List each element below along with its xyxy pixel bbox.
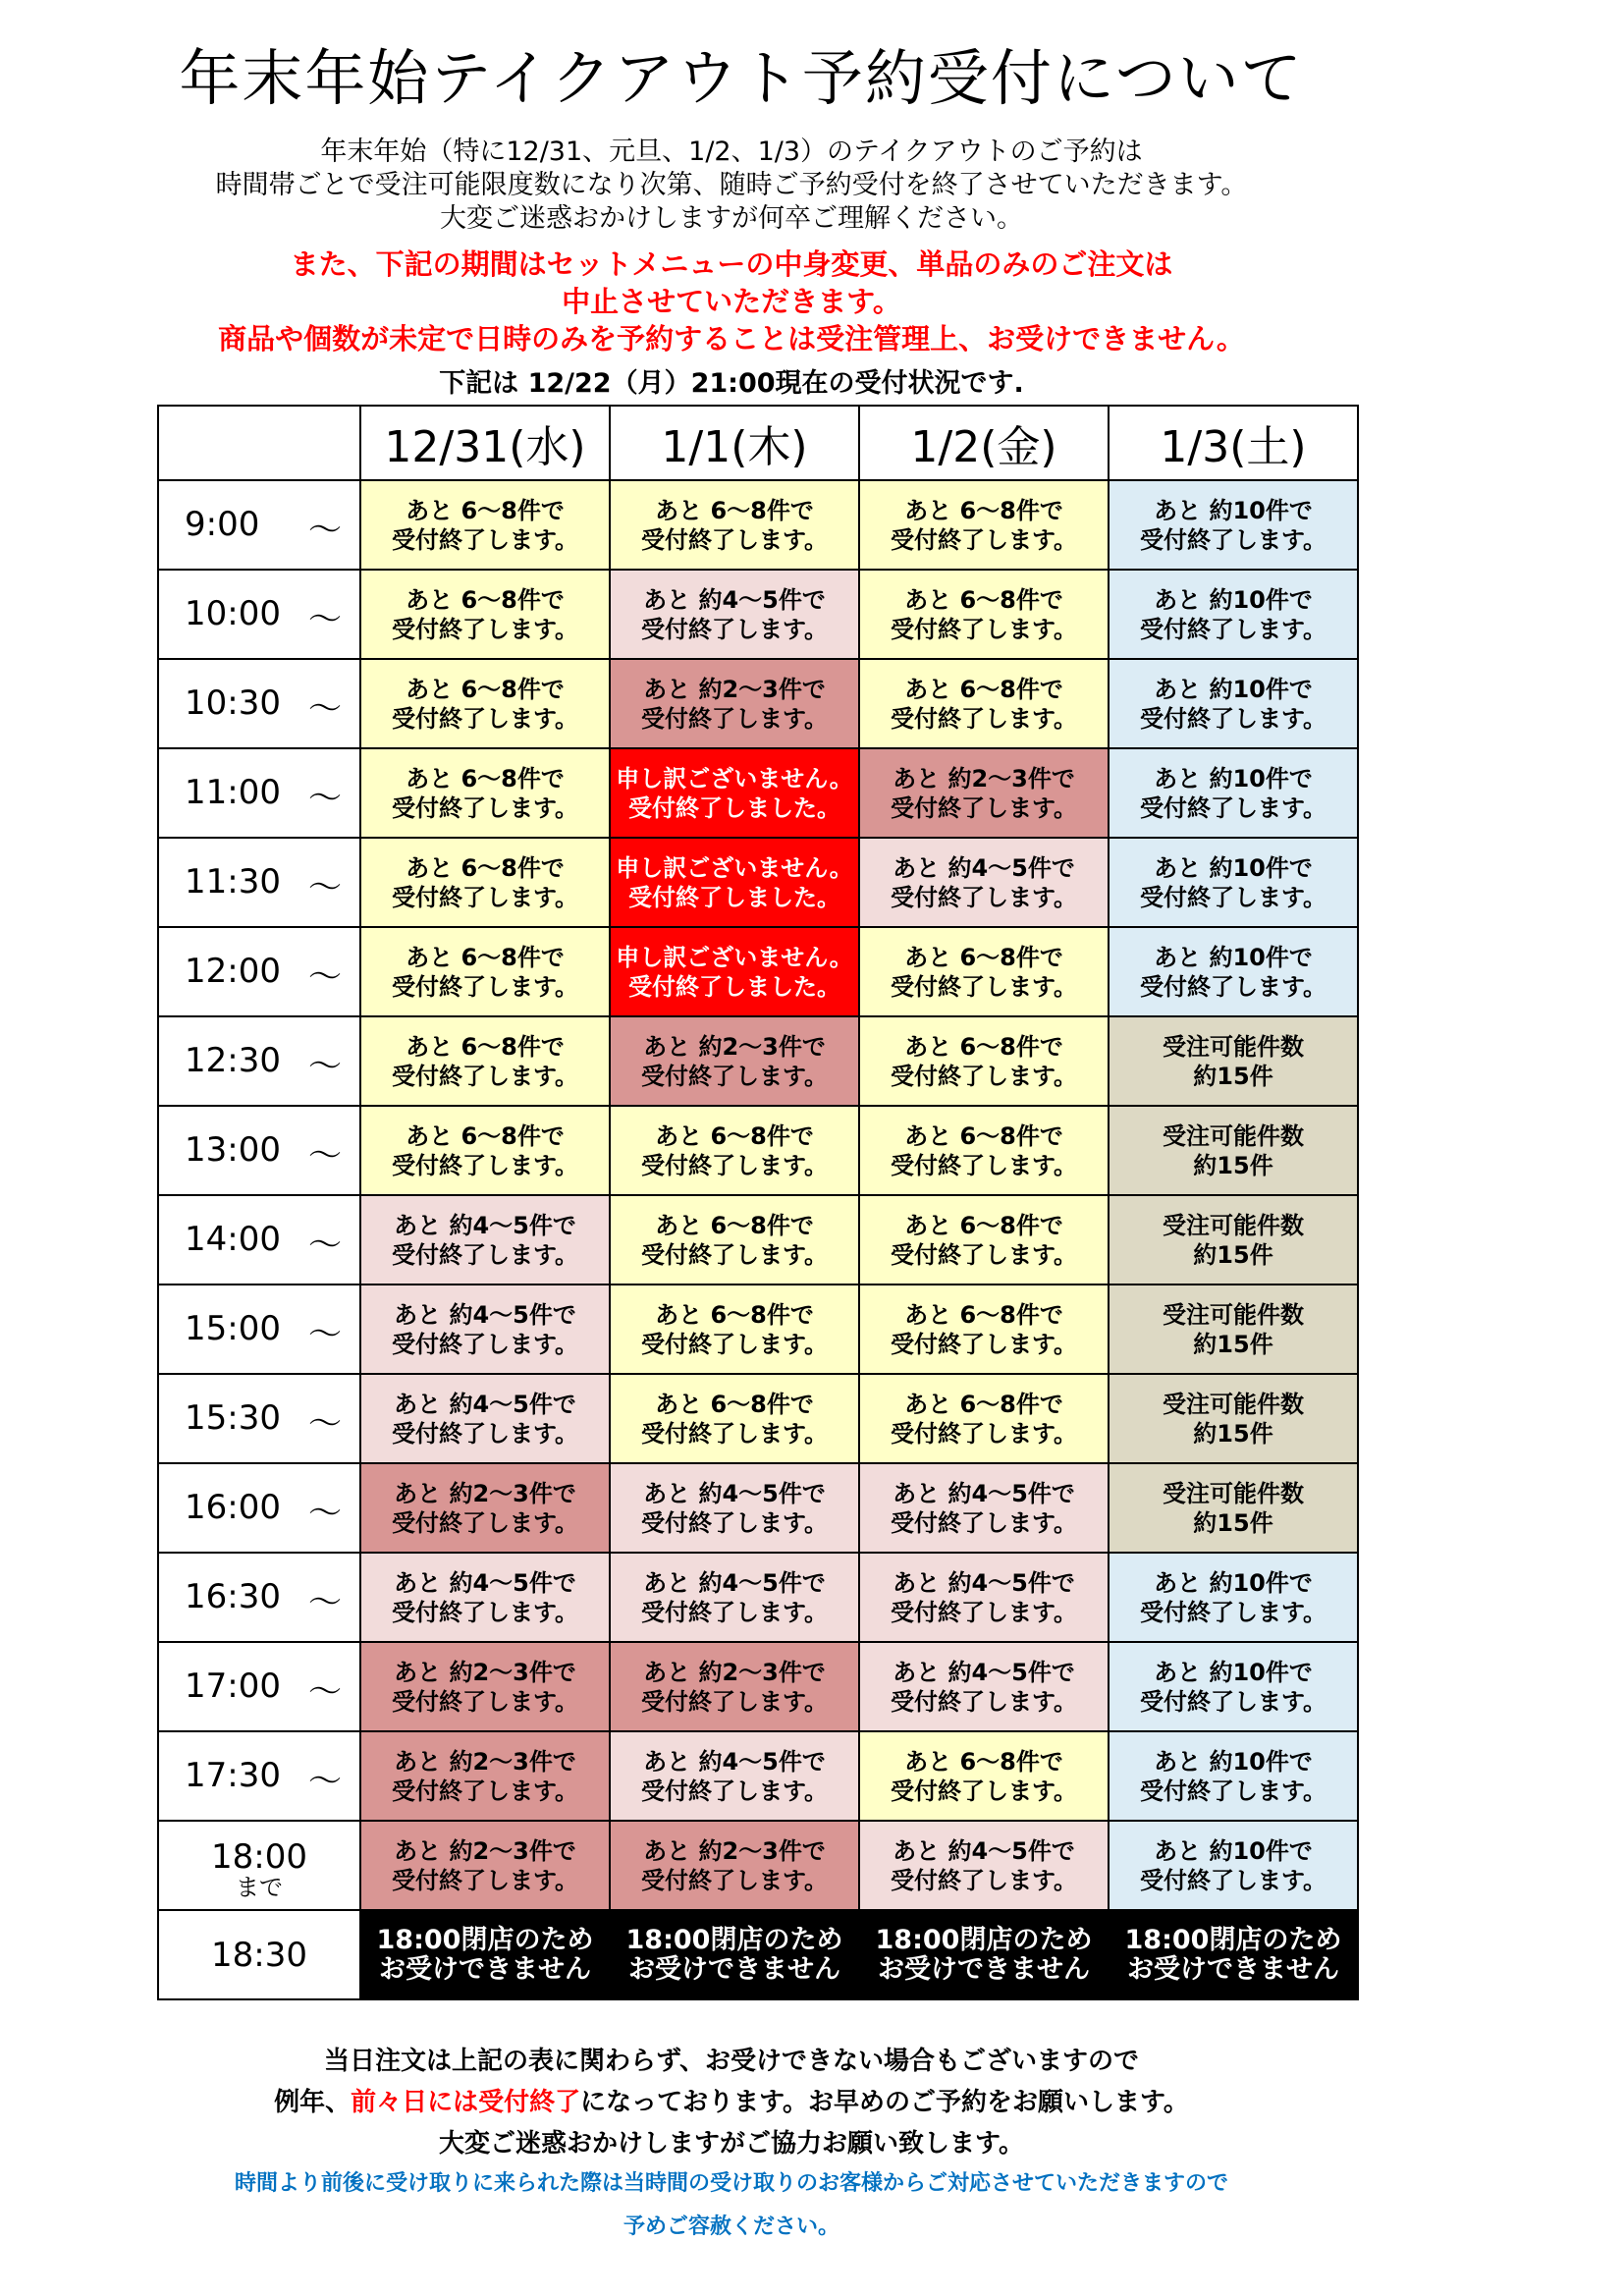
cell-line: 受付終了しました。 — [628, 972, 840, 1001]
cell-line: あと 6～8件で — [904, 1211, 1063, 1239]
availability-cell — [1109, 838, 1358, 927]
tilde-mark: ～ — [308, 1315, 342, 1354]
availability-cell — [610, 1285, 859, 1374]
time-slot — [158, 838, 360, 927]
table-row — [158, 1106, 1358, 1195]
cell-line: あと 6～8件で — [904, 943, 1063, 971]
cell-line: 受付終了します。 — [890, 1687, 1078, 1716]
cell-line: あと 6～8件で — [904, 1121, 1063, 1150]
cell-line: 受付終了します。 — [391, 1687, 579, 1716]
time-slot — [158, 1731, 360, 1821]
cell-line: 約15件 — [1193, 1062, 1273, 1090]
cell-line: 申し訳ございません。 — [616, 764, 853, 793]
cell-line: あと 約2～3件で — [643, 1032, 826, 1061]
time-slot — [158, 748, 360, 838]
cell-line: 約15件 — [1193, 1240, 1273, 1269]
notice-line: 中止させていただきます。 — [562, 285, 901, 318]
cell-line: 受付終了します。 — [391, 793, 579, 822]
cell-line: 18:00閉店のため — [376, 1924, 594, 1955]
cell-line: あと 約4～5件で — [893, 1479, 1075, 1507]
cell-line: 受付終了します。 — [890, 1866, 1078, 1894]
time-slot — [158, 1374, 360, 1463]
availability-cell — [360, 838, 610, 927]
cell-line: あと 6～8件で — [655, 1300, 814, 1329]
availability-cell — [1109, 1821, 1358, 1910]
cell-line: あと 6～8件で — [406, 943, 565, 971]
cell-line: 受付終了します。 — [1139, 1687, 1327, 1716]
availability-cell — [859, 1463, 1109, 1553]
header-date: 12/31(水) — [360, 406, 610, 480]
cell-line: 受付終了します。 — [640, 1687, 829, 1716]
time-sub-label: まで — [236, 1873, 283, 1901]
table-row — [158, 1374, 1358, 1463]
time-slot — [158, 1553, 360, 1642]
cell-line: 受付終了します。 — [640, 1777, 829, 1805]
time-label: 15:00 — [185, 1309, 281, 1348]
cell-line: 18:00閉店のため — [625, 1924, 843, 1955]
cell-line: 受付終了します。 — [1139, 704, 1327, 733]
cell-line: 受付終了します。 — [1139, 793, 1327, 822]
cell-line: あと 約2～3件で — [643, 1658, 826, 1686]
time-label: 10:30 — [185, 683, 281, 723]
cell-line: あと 約4～5件で — [893, 1836, 1075, 1865]
cell-line: あと 6～8件で — [904, 1390, 1063, 1418]
availability-cell — [1109, 1106, 1358, 1195]
cell-line: あと 約4～5件で — [643, 1747, 826, 1776]
cell-line: 受付終了します。 — [391, 1598, 579, 1626]
availability-cell — [610, 927, 859, 1016]
cell-line: 約15件 — [1193, 1330, 1273, 1358]
cell-line: 受付終了します。 — [640, 1508, 829, 1537]
cell-line: 受注可能件数 — [1163, 1390, 1304, 1418]
table-row — [158, 1285, 1358, 1374]
cell-line: お受けできません — [379, 1953, 591, 1985]
cell-line: 受付終了します。 — [1139, 972, 1327, 1001]
time-slot — [158, 1463, 360, 1553]
availability-cell — [859, 480, 1109, 570]
time-slot — [158, 1016, 360, 1106]
table-row — [158, 1642, 1358, 1731]
cell-line: あと 6～8件で — [406, 585, 565, 614]
cell-line: 受注可能件数 — [1163, 1121, 1304, 1150]
availability-cell — [859, 927, 1109, 1016]
footer-blue-line: 時間より前後に受け取りに来られた際は当時間の受け取りのお客様からご対応させていただきますので — [234, 2171, 1228, 2196]
availability-cell — [1109, 1731, 1358, 1821]
cell-line: 受付終了します。 — [1139, 1598, 1327, 1626]
cell-line: 受注可能件数 — [1163, 1300, 1304, 1329]
cell-line: あと 約10件で — [1154, 853, 1313, 882]
footer-line: 当日注文は上記の表に関わらず、お受けできない場合もございますので — [324, 2047, 1139, 2076]
table-row — [158, 1821, 1358, 1910]
availability-cell — [610, 1642, 859, 1731]
cell-line: あと 6～8件で — [904, 496, 1063, 524]
cell-line: あと 6～8件で — [655, 1211, 814, 1239]
footer-line: 大変ご迷惑おかけしますがご協力お願い致します。 — [439, 2129, 1024, 2159]
cell-line: 受付終了します。 — [640, 1419, 829, 1448]
tilde-mark: ～ — [308, 689, 342, 729]
availability-cell — [360, 1106, 610, 1195]
cell-line: あと 約10件で — [1154, 1568, 1313, 1597]
cell-line: あと 約2～3件で — [643, 675, 826, 703]
availability-cell — [360, 1642, 610, 1731]
time-label: 12:00 — [185, 952, 281, 991]
cell-line: 受付終了します。 — [890, 1062, 1078, 1090]
time-slot — [158, 570, 360, 659]
availability-cell — [360, 1285, 610, 1374]
availability-cell — [610, 1463, 859, 1553]
availability-cell — [1109, 1910, 1358, 1999]
cell-line: あと 約10件で — [1154, 675, 1313, 703]
availability-cell — [1109, 480, 1358, 570]
cell-line: 受付終了します。 — [890, 972, 1078, 1001]
cell-line: 受付終了します。 — [391, 883, 579, 911]
availability-cell — [610, 1374, 859, 1463]
tilde-mark: ～ — [308, 1762, 342, 1801]
table-row — [158, 748, 1358, 838]
cell-line: あと 約10件で — [1154, 496, 1313, 524]
availability-cell — [859, 1553, 1109, 1642]
cell-line: あと 約2～3件で — [394, 1747, 576, 1776]
availability-cell — [859, 1821, 1109, 1910]
availability-cell — [360, 480, 610, 570]
availability-cell — [1109, 927, 1358, 1016]
cell-line: あと 約4～5件で — [394, 1568, 576, 1597]
intro-line: 年末年始（特に12/31、元旦、1/2、1/3）のテイクアウトのご予約は — [320, 137, 1143, 167]
footer-blue-line: 予めご容赦ください。 — [623, 2214, 839, 2239]
availability-cell — [360, 1731, 610, 1821]
cell-line: 受付終了します。 — [890, 1151, 1078, 1179]
cell-line: あと 6～8件で — [655, 1390, 814, 1418]
tilde-mark: ～ — [308, 1404, 342, 1444]
cell-line: あと 6～8件で — [655, 1121, 814, 1150]
availability-cell — [1109, 1016, 1358, 1106]
notice-line: また、下記の期間はセットメニューの中身変更、単品のみのご注文は — [290, 247, 1173, 281]
cell-line: 受付終了しました。 — [628, 883, 840, 911]
tilde-mark: ～ — [308, 957, 342, 997]
intro-line: 時間帯ごとで受注可能限度数になり次第、随時ご予約受付を終了させていただきます。 — [215, 170, 1248, 200]
cell-line: あと 約4～5件で — [394, 1390, 576, 1418]
cell-line: 受付終了します。 — [391, 1151, 579, 1179]
cell-line: 受付終了します。 — [391, 1866, 579, 1894]
notice-line: 商品や個数が未定で日時のみを予約することは受注管理上、お受けできません。 — [218, 322, 1245, 355]
time-label: 11:00 — [185, 773, 281, 812]
availability-cell — [610, 1106, 859, 1195]
tilde-mark: ～ — [308, 868, 342, 907]
cell-line: 受付終了します。 — [391, 704, 579, 733]
availability-cell — [360, 659, 610, 748]
cell-line: あと 約4～5件で — [893, 1568, 1075, 1597]
cell-line: お受けできません — [878, 1953, 1090, 1985]
cell-line: あと 6～8件で — [406, 764, 565, 793]
availability-cell — [859, 659, 1109, 748]
cell-line: 受付終了します。 — [391, 1777, 579, 1805]
cell-line: 受付終了します。 — [391, 1419, 579, 1448]
availability-cell — [859, 1910, 1109, 1999]
cell-line: 申し訳ございません。 — [616, 943, 853, 971]
time-label: 18:00 — [211, 1836, 307, 1877]
time-slot: 18:30 — [158, 1910, 360, 1999]
cell-line: 受付終了します。 — [640, 1240, 829, 1269]
availability-cell — [610, 838, 859, 927]
cell-line: 18:00閉店のため — [1124, 1924, 1342, 1955]
cell-line: あと 約2～3件で — [394, 1479, 576, 1507]
availability-cell — [1109, 570, 1358, 659]
cell-line: 受付終了します。 — [640, 704, 829, 733]
availability-cell — [859, 1731, 1109, 1821]
availability-cell — [360, 1016, 610, 1106]
availability-cell — [360, 1910, 610, 1999]
table-row — [158, 1553, 1358, 1642]
cell-line: 受付終了しました。 — [628, 793, 840, 822]
cell-line: あと 約4～5件で — [643, 1568, 826, 1597]
cell-line: 約15件 — [1193, 1419, 1273, 1448]
availability-cell — [1109, 748, 1358, 838]
availability-cell — [610, 1821, 859, 1910]
cell-line: 受付終了します。 — [391, 972, 579, 1001]
availability-cell — [360, 1553, 610, 1642]
cell-line: 受付終了します。 — [890, 1598, 1078, 1626]
cell-line: 受付終了します。 — [640, 1866, 829, 1894]
cell-line: あと 6～8件で — [406, 853, 565, 882]
red-notice — [0, 246, 1463, 357]
tilde-mark: ～ — [308, 1583, 342, 1622]
cell-line: 18:00閉店のため — [875, 1924, 1093, 1955]
availability-cell — [859, 748, 1109, 838]
table-row — [158, 838, 1358, 927]
time-slot — [158, 480, 360, 570]
availability-cell — [610, 1553, 859, 1642]
time-slot — [158, 927, 360, 1016]
page-title: 年末年始テイクアウト予約受付について — [179, 42, 1304, 114]
cell-line: 受注可能件数 — [1163, 1211, 1304, 1239]
availability-cell — [360, 748, 610, 838]
cell-line: 受付終了します。 — [890, 883, 1078, 911]
cell-line: あと 約2～3件で — [394, 1836, 576, 1865]
table-row — [158, 480, 1358, 570]
tilde-mark: ～ — [308, 600, 342, 639]
cell-line: あと 6～8件で — [406, 1121, 565, 1150]
cell-line: 受付終了します。 — [1139, 1866, 1327, 1894]
table-row — [158, 659, 1358, 748]
cell-line: お受けできません — [628, 1953, 840, 1985]
header-corner — [158, 406, 360, 480]
availability-cell — [859, 1106, 1109, 1195]
cell-line: 受付終了します。 — [890, 1330, 1078, 1358]
intro-line: 大変ご迷惑おかけしますが何卒ご理解ください。 — [440, 203, 1023, 234]
time-label: 17:00 — [185, 1667, 281, 1706]
time-label: 12:30 — [185, 1041, 281, 1080]
time-label: 16:30 — [185, 1577, 281, 1616]
cell-line: 受注可能件数 — [1163, 1479, 1304, 1507]
table-row — [158, 1731, 1358, 1821]
availability-cell — [859, 838, 1109, 927]
time-label: 13:00 — [185, 1130, 281, 1170]
cell-line: あと 約2～3件で — [394, 1658, 576, 1686]
reservation-table — [157, 405, 1359, 2000]
cell-line: あと 6～8件で — [406, 675, 565, 703]
availability-cell — [610, 1016, 859, 1106]
cell-line: 受付終了します。 — [1139, 615, 1327, 643]
time-label: 9:00 — [185, 505, 260, 544]
footer-text: になっております。お早めのご予約をお願いします。 — [580, 2088, 1189, 2117]
cell-line: あと 約2～3件で — [893, 764, 1075, 793]
cell-line: 受付終了します。 — [1139, 1777, 1327, 1805]
availability-cell — [859, 1642, 1109, 1731]
time-slot — [158, 1821, 360, 1910]
availability-cell — [1109, 1195, 1358, 1285]
cell-line: 受付終了します。 — [640, 525, 829, 554]
cell-line: あと 約10件で — [1154, 585, 1313, 614]
availability-cell — [360, 1195, 610, 1285]
availability-cell — [360, 570, 610, 659]
cell-line: あと 約4～5件で — [394, 1300, 576, 1329]
availability-cell — [1109, 1642, 1358, 1731]
time-label: 14:00 — [185, 1220, 281, 1259]
cell-line: あと 約10件で — [1154, 1747, 1313, 1776]
cell-line: 約15件 — [1193, 1151, 1273, 1179]
cell-line: あと 6～8件で — [904, 1747, 1063, 1776]
availability-cell — [1109, 1463, 1358, 1553]
cell-line: 受付終了します。 — [640, 1151, 829, 1179]
time-label: 16:00 — [185, 1488, 281, 1527]
cell-line: あと 約10件で — [1154, 764, 1313, 793]
cell-line: 受付終了します。 — [890, 1419, 1078, 1448]
availability-cell — [360, 927, 610, 1016]
time-label: 17:30 — [185, 1756, 281, 1795]
cell-line: あと 6～8件で — [406, 496, 565, 524]
tilde-mark: ～ — [308, 1226, 342, 1265]
availability-cell — [859, 570, 1109, 659]
tilde-mark: ～ — [308, 511, 342, 550]
availability-cell — [1109, 1553, 1358, 1642]
availability-cell — [610, 1731, 859, 1821]
availability-cell — [610, 659, 859, 748]
cell-line: 受付終了します。 — [1139, 525, 1327, 554]
cell-line: あと 約4～5件で — [643, 1479, 826, 1507]
cell-line: あと 約4～5件で — [893, 853, 1075, 882]
availability-cell — [1109, 659, 1358, 748]
cell-line: 申し訳ございません。 — [616, 853, 853, 882]
table-row — [158, 1910, 1358, 1999]
footer-text: 例年、 — [274, 2088, 352, 2117]
availability-cell — [360, 1821, 610, 1910]
cell-line: あと 約4～5件で — [893, 1658, 1075, 1686]
cell-line: 受付終了します。 — [640, 615, 829, 643]
time-label: 10:00 — [185, 594, 281, 633]
cell-line: あと 約2～3件で — [643, 1836, 826, 1865]
cell-line: あと 6～8件で — [655, 496, 814, 524]
cell-line: 受付終了します。 — [890, 1508, 1078, 1537]
time-slot — [158, 1642, 360, 1731]
cell-line: 受付終了します。 — [890, 793, 1078, 822]
cell-line: 受付終了します。 — [391, 1240, 579, 1269]
table-row — [158, 1195, 1358, 1285]
cell-line: あと 6～8件で — [904, 1032, 1063, 1061]
availability-cell — [859, 1195, 1109, 1285]
header-date: 1/1(木) — [610, 406, 859, 480]
time-label: 15:30 — [185, 1398, 281, 1438]
table-header-row — [158, 406, 1358, 480]
cell-line: 受付終了します。 — [391, 1508, 579, 1537]
time-slot — [158, 1195, 360, 1285]
status-line: 下記は 12/22（月）21:00現在の受付状況です. — [439, 368, 1024, 399]
cell-line: 受付終了します。 — [890, 1240, 1078, 1269]
table-row — [158, 927, 1358, 1016]
cell-line: 受付終了します。 — [1139, 883, 1327, 911]
tilde-mark: ～ — [308, 1136, 342, 1175]
cell-line: 受付終了します。 — [640, 1598, 829, 1626]
time-slot — [158, 659, 360, 748]
cell-line: お受けできません — [1127, 1953, 1339, 1985]
availability-cell — [1109, 1374, 1358, 1463]
cell-line: あと 約10件で — [1154, 1836, 1313, 1865]
footer-highlight: 前々日には受付終了 — [351, 2088, 581, 2117]
availability-cell — [610, 1195, 859, 1285]
cell-line: 受付終了します。 — [391, 1330, 579, 1358]
header-date: 1/2(金) — [859, 406, 1109, 480]
availability-cell — [610, 480, 859, 570]
availability-cell — [859, 1285, 1109, 1374]
availability-cell — [610, 748, 859, 838]
availability-cell — [360, 1374, 610, 1463]
cell-line: あと 約10件で — [1154, 943, 1313, 971]
availability-cell — [1109, 1285, 1358, 1374]
cell-line: あと 約4～5件で — [643, 585, 826, 614]
cell-line: あと 約4～5件で — [394, 1211, 576, 1239]
intro-text — [0, 136, 1463, 236]
cell-line: 受付終了します。 — [391, 525, 579, 554]
availability-cell — [859, 1374, 1109, 1463]
cell-line: 約15件 — [1193, 1508, 1273, 1537]
cell-line: あと 6～8件で — [904, 675, 1063, 703]
tilde-mark: ～ — [308, 1494, 342, 1533]
tilde-mark: ～ — [308, 1047, 342, 1086]
cell-line: 受付終了します。 — [391, 615, 579, 643]
availability-cell — [360, 1463, 610, 1553]
cell-line: あと 6～8件で — [904, 1300, 1063, 1329]
footer-line — [0, 2082, 1463, 2118]
cell-line: あと 6～8件で — [406, 1032, 565, 1061]
cell-line: 受付終了します。 — [391, 1062, 579, 1090]
cell-line: 受付終了します。 — [640, 1330, 829, 1358]
cell-line: 受注可能件数 — [1163, 1032, 1304, 1061]
time-slot — [158, 1106, 360, 1195]
cell-line: 受付終了します。 — [890, 525, 1078, 554]
time-label: 11:30 — [185, 862, 281, 902]
availability-cell — [610, 1910, 859, 1999]
header-date: 1/3(土) — [1109, 406, 1358, 480]
availability-cell — [610, 570, 859, 659]
cell-line: あと 約10件で — [1154, 1658, 1313, 1686]
cell-line: 受付終了します。 — [890, 1777, 1078, 1805]
cell-line: 受付終了します。 — [640, 1062, 829, 1090]
table-row — [158, 570, 1358, 659]
time-slot — [158, 1285, 360, 1374]
cell-line: 受付終了します。 — [890, 615, 1078, 643]
table-row — [158, 1463, 1358, 1553]
cell-line: 受付終了します。 — [890, 704, 1078, 733]
table-row — [158, 1016, 1358, 1106]
availability-cell — [859, 1016, 1109, 1106]
cell-line: あと 6～8件で — [904, 585, 1063, 614]
tilde-mark: ～ — [308, 779, 342, 818]
tilde-mark: ～ — [308, 1672, 342, 1712]
